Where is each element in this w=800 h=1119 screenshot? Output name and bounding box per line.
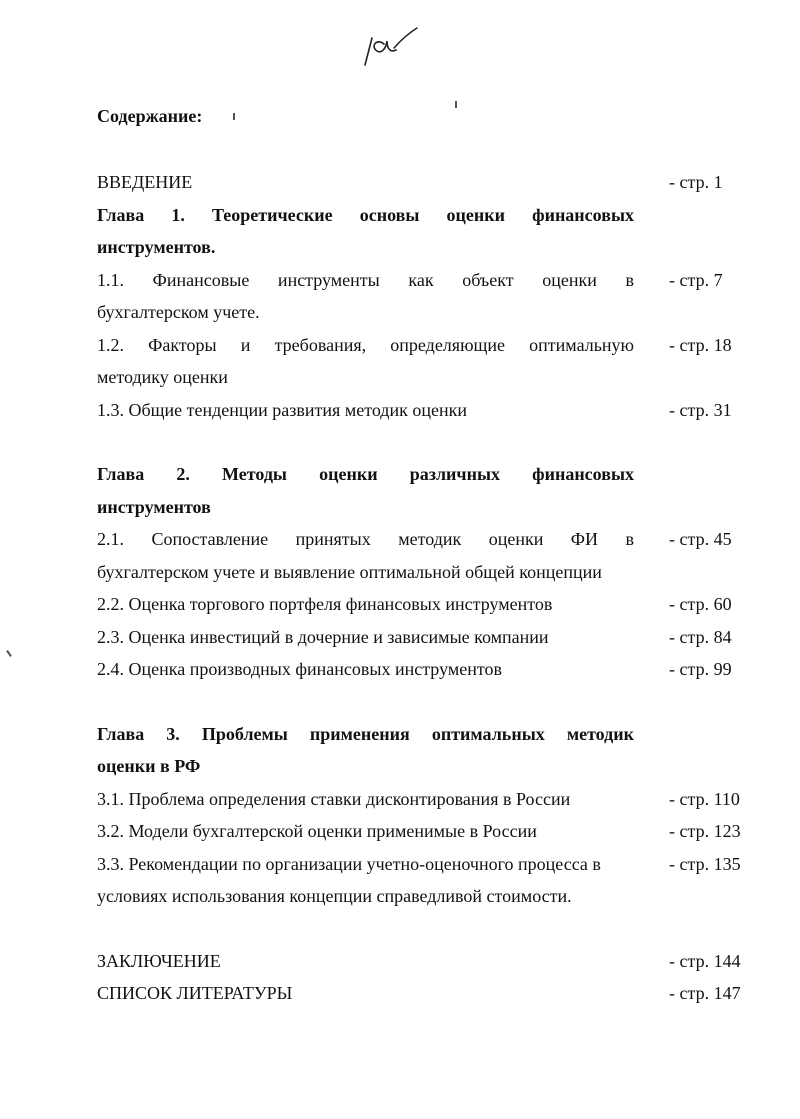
section-gap [97, 426, 747, 458]
toc-entry-page: - стр. 45 [669, 529, 732, 549]
toc-entry-title: ВВЕДЕНИЕ [97, 172, 193, 192]
section-gap [97, 686, 747, 718]
toc-entry-title: СПИСОК ЛИТЕРАТУРЫ [97, 983, 293, 1003]
toc-entry-title: 3.3. Рекомендации по организации учетно-оценочного процесса в условиях использования концепции справедливой стоимости. [97, 853, 601, 906]
table-of-contents [97, 166, 747, 1010]
toc-chapter-3[interactable] [97, 718, 747, 783]
toc-entry-page: - стр. 84 [669, 626, 732, 647]
toc-entry-title: 2.4. Оценка производных финансовых инструментов [97, 659, 502, 679]
toc-entry-page: - стр. 135 [669, 853, 741, 874]
toc-entry-page: - стр. 110 [669, 788, 740, 809]
toc-entry-page: - стр. 1 [669, 172, 723, 192]
stray-mark [455, 101, 457, 108]
toc-entry-page: - стр. 147 [669, 983, 741, 1003]
toc-entry-page: - стр. 18 [669, 334, 732, 355]
section-gap [97, 913, 747, 945]
toc-chapter-1[interactable] [97, 199, 747, 264]
toc-chapter-title: Глава 3. Проблемы применения оптимальных методик оценки в РФ [97, 723, 634, 776]
toc-heading: Содержание: [97, 106, 203, 126]
toc-chapter-title: Глава 1. Теоретические основы оценки финансовых инструментов. [97, 204, 634, 257]
toc-entry-page: - стр. 7 [669, 269, 723, 290]
toc-entry-title: 3.1. Проблема определения ставки дисконтирования в России [97, 788, 571, 809]
toc-entry-conclusion[interactable] [97, 945, 747, 978]
toc-entry-title: ЗАКЛЮЧЕНИЕ [97, 950, 221, 971]
toc-entry-title: 2.1. Сопоставление принятых методик оценки ФИ в бухгалтерском учете и выявление оптимальной общей концепции [97, 529, 634, 582]
toc-entry-title: 2.2. Оценка торгового портфеля финансовых инструментов [97, 594, 553, 614]
toc-entry-title: 1.2. Факторы и требования, определяющие оптимальную методику оценки [97, 334, 634, 387]
toc-entry-title: 2.3. Оценка инвестиций в дочерние и зависимые компании [97, 626, 549, 647]
toc-entry-1-2[interactable] [97, 329, 747, 394]
toc-entry-page: - стр. 99 [669, 659, 732, 679]
toc-entry-3-2[interactable] [97, 815, 747, 848]
toc-entry-title: 1.3. Общие тенденции развития методик оценки [97, 399, 467, 420]
toc-entry-introduction[interactable] [97, 166, 747, 199]
stray-mark [6, 650, 12, 657]
toc-entry-2-1[interactable] [97, 523, 747, 588]
toc-entry-bibliography[interactable] [97, 977, 747, 1010]
toc-entry-page: - стр. 123 [669, 821, 741, 841]
handwritten-page-number [355, 20, 425, 72]
toc-entry-page: - стр. 31 [669, 399, 732, 420]
toc-entry-1-3[interactable] [97, 394, 747, 427]
toc-entry-1-1[interactable] [97, 264, 747, 329]
toc-entry-3-3[interactable] [97, 848, 747, 913]
toc-entry-3-1[interactable] [97, 783, 747, 816]
toc-chapter-2[interactable] [97, 458, 747, 523]
toc-entry-title: 1.1. Финансовые инструменты как объект оценки в бухгалтерском учете. [97, 269, 634, 322]
toc-entry-2-2[interactable] [97, 588, 747, 621]
toc-entry-2-3[interactable] [97, 621, 747, 654]
toc-entry-page: - стр. 60 [669, 594, 732, 614]
toc-entry-page: - стр. 144 [669, 950, 741, 971]
stray-mark [233, 113, 235, 120]
toc-entry-title: 3.2. Модели бухгалтерской оценки применимые в России [97, 821, 537, 841]
toc-chapter-title: Глава 2. Методы оценки различных финансовых инструментов [97, 464, 634, 517]
toc-entry-2-4[interactable] [97, 653, 747, 686]
